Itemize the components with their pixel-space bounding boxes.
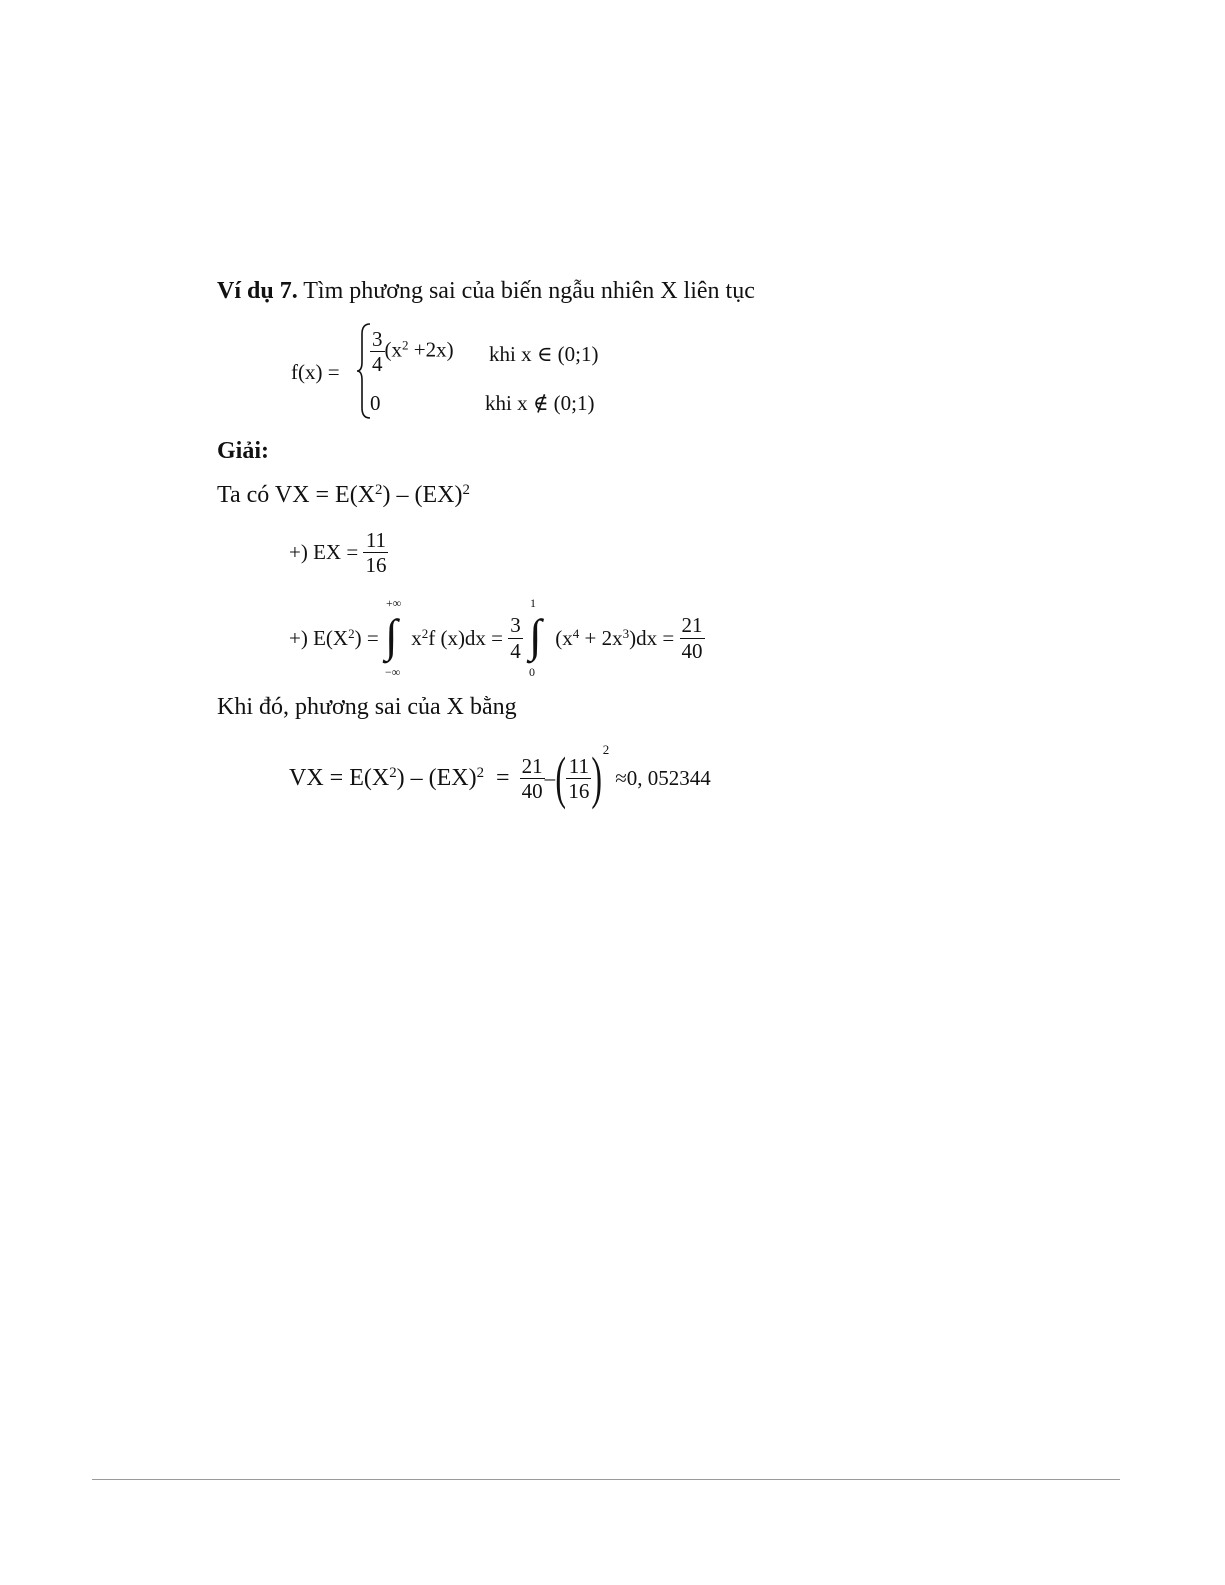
- fraction-3-4-b: $\frac{3}{4}$: [510, 613, 521, 663]
- integral-0-1: 1 ∫ 0: [529, 596, 542, 679]
- expectation-line: +) EX = $\frac{11}{16}$: [289, 528, 387, 578]
- second-moment-line: +) $E(X^2)$ = +∞ ∫ −∞ $x^2f$ (x)dx = $\frac{3}{4}$ 1 ∫ 0 $(x^4 + 2x^3)dx$ = $\frac{21}{40}$: [289, 596, 703, 679]
- final-variance-line: VX = $E(X^2) - (EX)^2$ = $\frac{21}{40}$ –( $\frac{11}{16}$ )$^2$ ≈0, 052344: [289, 742, 711, 811]
- density-lhs: f(x) =: [291, 360, 340, 384]
- density-row-2-condition: khi x ∉ (0;1): [485, 391, 595, 415]
- example-number: Ví dụ 7.: [217, 278, 298, 304]
- fraction-11-16: $\frac{11}{16}$: [365, 528, 387, 578]
- integral-infinite: +∞ ∫ −∞: [384, 596, 402, 679]
- conclusion-text: Khi đó, phương sai của X bằng: [217, 694, 517, 720]
- example-question: Tìm phương sai của biến ngẫu nhiên X liên tục: [297, 278, 755, 304]
- footer-divider: [92, 1479, 1120, 1480]
- fraction-21-40: $\frac{21}{40}$: [681, 613, 703, 663]
- fraction-3-4: $\frac{3}{4}$: [372, 327, 383, 377]
- density-row-1: $\frac{3}{4}$ $(x^2 +2x)$: [372, 327, 454, 377]
- variance-formula: Ta có VX = $E(X^2) - (EX)^2$: [217, 481, 470, 508]
- density-row-2-value: 0: [370, 391, 381, 415]
- example-heading: [217, 278, 755, 305]
- density-row-1-condition: khi x ∈ (0;1): [489, 342, 599, 366]
- solution-label: Giải:: [217, 438, 269, 464]
- right-paren: ): [591, 745, 603, 811]
- fraction-21-40-b: $\frac{21}{40}$: [521, 753, 543, 803]
- left-paren: (: [555, 745, 567, 811]
- fraction-11-16-b: $\frac{11}{16}$: [568, 753, 590, 803]
